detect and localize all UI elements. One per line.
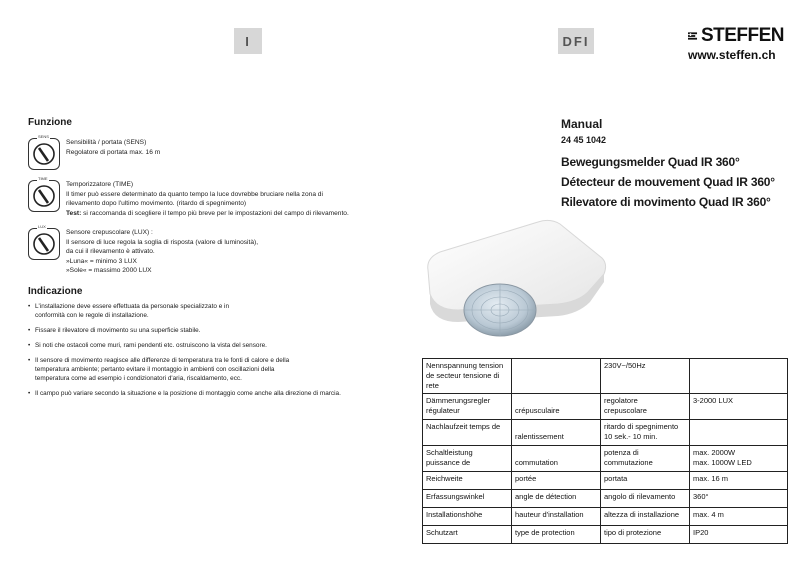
table-cell (512, 359, 601, 394)
list-item: • Fissare il rilevatore di movimento su una superficie stabile. (28, 326, 398, 335)
sens-dial-icon: SENS (28, 138, 60, 170)
table-cell: 3-2000 LUX (690, 394, 788, 420)
language-tab-i: I (234, 28, 262, 54)
table-cell: Nachlaufzeit temps de (423, 420, 512, 446)
feature-text-line: rilevamento dopo l'ultimo movimento. (ritardo di spegnimento) (66, 200, 247, 207)
table-cell: crépusculaire (512, 394, 601, 420)
table-cell: Schaltleistung puissance de (423, 446, 512, 472)
table-row (423, 508, 788, 526)
feature-text-line: Regolatore di portata max. 16 m (66, 148, 161, 156)
table-cell (690, 359, 788, 394)
table-cell: altezza di installazione (601, 508, 690, 526)
table-row (423, 472, 788, 490)
table-cell: Schutzart (423, 526, 512, 544)
product-name-fr: Détecteur de mouvement Quad IR 360° (561, 175, 775, 189)
table-cell: max. 16 m (690, 472, 788, 490)
feature-time (28, 176, 398, 218)
feature-text-line: »Sole« = massimo 2000 LUX (66, 267, 152, 274)
logo-brand: STEFFEN (700, 25, 784, 46)
table-cell: ralentissement (512, 420, 601, 446)
table-cell: max. 4 m (690, 508, 788, 526)
italian-section (28, 117, 398, 404)
product-name-it: Rilevatore di movimento Quad IR 360° (561, 195, 771, 209)
table-cell: Installationshöhe (423, 508, 512, 526)
table-cell: type de protection (512, 526, 601, 544)
feature-text-line: Il sensore di luce regola la soglia di risposta (valore di luminosità), (66, 238, 259, 246)
table-cell: potenza di commutazione (601, 446, 690, 472)
motion-sensor-image (418, 218, 614, 348)
list-item: • Il campo può variare secondo la situazione e la posizione di montaggio come anche alla direzione di marcia. (28, 389, 398, 398)
table-cell: Nennspannung tension de secteur tensione di rete (423, 359, 512, 394)
table-cell: commutation (512, 446, 601, 472)
table-cell: Dämmerungsregler régulateur (423, 394, 512, 420)
product-name-de: Bewegungsmelder Quad IR 360° (561, 155, 740, 169)
list-item: • L'installazione deve essere effettuata da personale specializzato e in conformità con le regole di installazione. (28, 302, 398, 320)
feature-text-line: da cui il rilevamento è attivato. (66, 248, 155, 255)
table-row (423, 394, 788, 420)
test-label: Test: (66, 209, 82, 217)
table-cell: IP20 (690, 526, 788, 544)
table-row (423, 526, 788, 544)
feature-text-line: Sensore crepuscolare (LUX) : (66, 229, 153, 236)
manual-header (561, 117, 797, 215)
table-cell: portata (601, 472, 690, 490)
table-row (423, 359, 788, 394)
table-cell: tipo di protezione (601, 526, 690, 544)
indicazione-heading: Indicazione (28, 285, 83, 297)
table-cell: Reichweite (423, 472, 512, 490)
table-row (423, 446, 788, 472)
table-row (423, 420, 788, 446)
table-cell: Erfassungswinkel (423, 490, 512, 508)
feature-sens (28, 134, 398, 170)
steffen-logo (688, 26, 784, 62)
lux-dial-icon: LUX (28, 228, 60, 260)
spec-table (422, 358, 788, 544)
table-cell: hauteur d'installation (512, 508, 601, 526)
list-item: • Si noti che ostacoli come muri, rami pendenti etc. ostruiscono la vista del sensore. (28, 341, 398, 350)
language-tab-dfi: DFI (558, 28, 594, 54)
table-row (423, 490, 788, 508)
feature-text-line: Temporizzatore (TIME) (66, 181, 134, 188)
indicazione-list (28, 302, 398, 398)
feature-lux (28, 224, 398, 276)
test-text: si raccomanda di scegliere il tempo più breve per le impostazioni del campo di rilevamento. (81, 209, 349, 217)
table-cell (690, 420, 788, 446)
time-dial-icon: TIME (28, 180, 60, 212)
feature-text-line: Sensibilità / portata (SENS) (66, 139, 147, 146)
manual-title: Manual (561, 117, 603, 131)
feature-text-line: »Luna« = minimo 3 LUX (66, 257, 137, 265)
funzione-heading: Funzione (28, 117, 72, 128)
table-cell: angolo di rilevamento (601, 490, 690, 508)
table-cell: 360° (690, 490, 788, 508)
article-number: 24 45 1042 (561, 135, 607, 145)
table-cell: 230V~/50Hz (601, 359, 690, 394)
table-cell: angle de détection (512, 490, 601, 508)
table-cell: max. 2000W max. 1000W LED (690, 446, 788, 472)
website-url: www.steffen.ch (688, 48, 776, 62)
table-cell: portée (512, 472, 601, 490)
steffen-logo-icon (688, 26, 698, 46)
list-item: • Il sensore di movimento reagisce alle differenze di temperatura tra le fonti di calore e della temperatura ambiente; pertanto evitare il montaggio in ambienti con oscillazioni della temperatura come ad esempio i condizionatori d'aria, riscaldamento, ecc. (28, 356, 398, 383)
table-cell: ritardo di spegnimento 10 sek.- 10 min. (601, 420, 690, 446)
feature-text-line: Il timer può essere determinato da quanto tempo la luce dovrebbe bruciare nella zona di (66, 190, 323, 198)
table-cell: regolatore crepuscolare (601, 394, 690, 420)
